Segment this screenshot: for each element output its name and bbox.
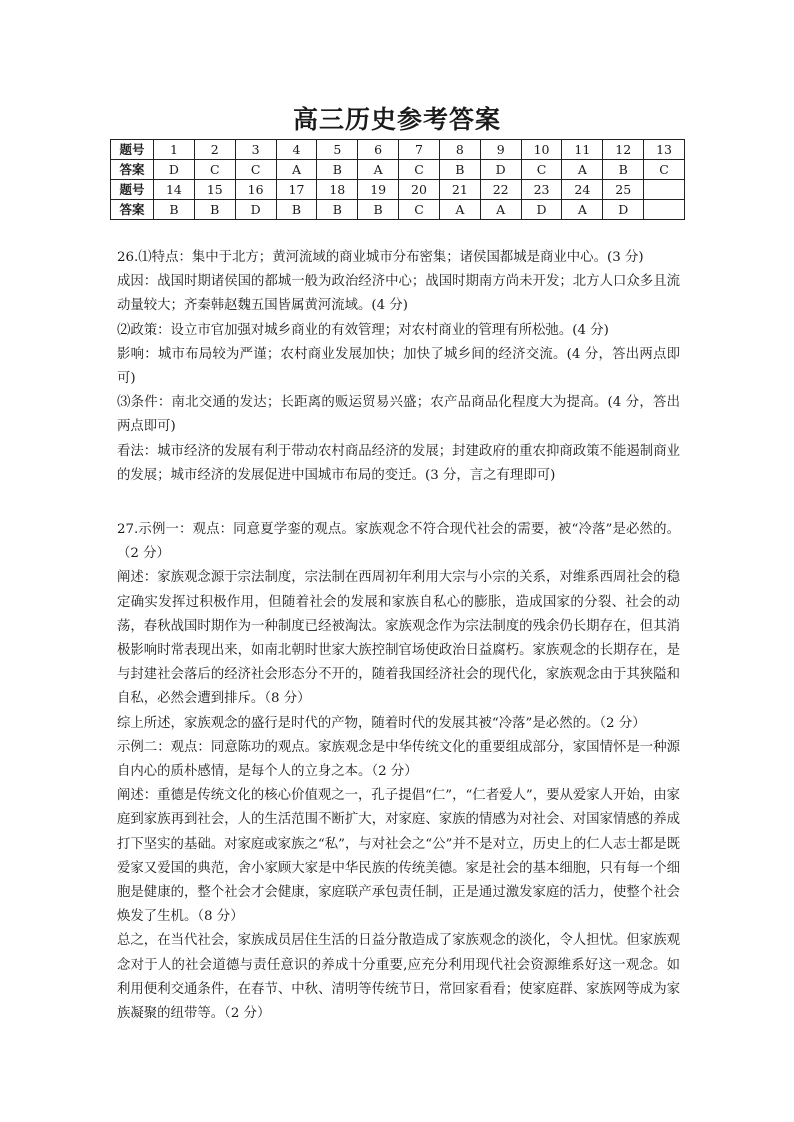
table-row-number-1 xyxy=(111,140,685,160)
row-label-number: 题号 xyxy=(111,140,154,160)
question-number: 19 xyxy=(358,180,399,200)
question-number: 12 xyxy=(603,140,644,160)
q27-example1-summary: 综上所述，家族观念的盛行是时代的产物，随着时代的发展其被“冷落”是必然的。（2 分） xyxy=(117,715,646,731)
answer-cell: D xyxy=(521,200,562,220)
question-number: 10 xyxy=(521,140,562,160)
answer-cell: C xyxy=(399,200,440,220)
answer-cell: C xyxy=(399,160,440,180)
q26-causes: 成因：战国时期诸侯国的都城一般为政治经济中心；战国时期南方尚未开发；北方人口众多且流动量较大；齐秦韩赵魏五国皆属黄河流域。(4 分) xyxy=(117,274,680,314)
q27-example2-view: 示例二：观点：同意陈功的观点。家族观念是中华传统文化的重要组成部分，家国情怀是一种源自内心的质朴感情，是每个人的立身之本。（2 分） xyxy=(117,739,680,780)
question-number: 24 xyxy=(562,180,603,200)
question-number: 14 xyxy=(154,180,195,200)
question-number: 13 xyxy=(644,140,685,160)
question-number: 11 xyxy=(562,140,603,160)
question-number: 3 xyxy=(235,140,276,160)
empty-cell xyxy=(644,200,685,220)
question-number: 2 xyxy=(194,140,235,160)
question-number: 7 xyxy=(399,140,440,160)
answer-cell: D xyxy=(154,160,195,180)
answer-cell: C xyxy=(194,160,235,180)
answer-cell: A xyxy=(562,200,603,220)
row-label-answer: 答案 xyxy=(111,200,154,220)
q26-policy: ⑵政策：设立市官加强对城乡商业的有效管理；对农村商业的管理有所松弛。(4 分) xyxy=(117,322,609,338)
question-number: 17 xyxy=(276,180,317,200)
answer-cell: B xyxy=(276,200,317,220)
row-label-answer: 答案 xyxy=(111,160,154,180)
answer-cell: A xyxy=(480,200,521,220)
question-number: 6 xyxy=(358,140,399,160)
answer-cell: D xyxy=(480,160,521,180)
answer-cell: A xyxy=(276,160,317,180)
q26-view: 看法：城市经济的发展有利于带动农村商品经济的发展；封建政府的重农抑商政策不能遏制商业的发展；城市经济的发展促进中国城市布局的变迁。(3 分，言之有理即可) xyxy=(117,443,680,483)
q27-example2-summary: 总之，在当代社会，家族成员居住生活的日益分散造成了家族观念的淡化，令人担忧。但家族观念对于人的社会道德与责任意识的养成十分重要,应充分利用现代社会资源维系好这一观念。如利用便利交通条件，在春节、中秋、清明等传统节日，常回家看看；使家庭群、家族网等成为家族凝聚的纽带等。（2 分） xyxy=(117,933,680,1022)
answer-cell: A xyxy=(562,160,603,180)
answer-cell: B xyxy=(358,200,399,220)
answer-cell: B xyxy=(439,160,480,180)
table-row-answer-2 xyxy=(111,200,685,220)
answer-cell: B xyxy=(194,200,235,220)
q27-example1-elaboration: 阐述：家族观念源于宗法制度，宗法制在西周初年利用大宗与小宗的关系，对维系西周社会的稳定确实发挥过积极作用，但随着社会的发展和家族自私心的膨胀，造成国家的分裂、社会的动荡，春秋战国时期作为一种制度已经被淘汰。家族观念作为宗法制度的残余仍长期存在，但其消极影响时常表现出来，如南北朝时世家大族控制官场使政治日益腐朽。家族观念的长期存在，是与封建社会落后的经济社会形态分不开的，随着我国经济社会的现代化，家族观念由于其狭隘和自私，必然会遭到排斥。（8 分） xyxy=(117,570,680,707)
question-number: 15 xyxy=(194,180,235,200)
answer-cell: D xyxy=(235,200,276,220)
answer-cell: B xyxy=(317,160,358,180)
q26-impact: 影响：城市布局较为严谨；农村商业发展加快；加快了城乡间的经济交流。(4 分，答出两点即可) xyxy=(117,346,680,387)
question-number: 5 xyxy=(317,140,358,160)
answer-cell: B xyxy=(317,200,358,220)
answer-cell: D xyxy=(603,200,644,220)
question-number: 4 xyxy=(276,140,317,160)
question-number: 20 xyxy=(399,180,440,200)
question-number: 9 xyxy=(480,140,521,160)
table-row-answer-1 xyxy=(111,160,685,180)
question-number: 25 xyxy=(603,180,644,200)
question-27-section xyxy=(117,518,680,1026)
question-number: 23 xyxy=(521,180,562,200)
q27-example2-elaboration: 阐述：重德是传统文化的核心价值观之一，孔子提倡“仁”，“仁者爱人”，要从爱家人开始，由家庭到家族再到社会，人的生活范围不断扩大，对家庭、家族的情感为对社会、对国家情感的养成打下坚实的基础。对家庭或家族之“私”，与对社会之“公”并不是对立，历史上的仁人志士都是既爱家又爱国的典范，舍小家顾大家是中华民族的传统美德。家是社会的基本细胞，只有每一个细胞是健康的，整个社会才会健康，家庭联产承包责任制，正是通过激发家庭的活力，使整个社会焕发了生机。（8 分） xyxy=(117,788,681,925)
answer-cell: A xyxy=(358,160,399,180)
answer-cell: C xyxy=(235,160,276,180)
question-number: 8 xyxy=(439,140,480,160)
table-row-number-2 xyxy=(111,180,685,200)
question-number: 16 xyxy=(235,180,276,200)
answer-cell: B xyxy=(603,160,644,180)
answer-cell: C xyxy=(521,160,562,180)
question-26-section xyxy=(117,246,680,488)
answer-cell: B xyxy=(154,200,195,220)
answer-cell: A xyxy=(439,200,480,220)
answer-table xyxy=(110,139,685,220)
empty-cell xyxy=(644,180,685,200)
question-number: 18 xyxy=(317,180,358,200)
answer-body xyxy=(117,246,680,1026)
q26-features: 26.⑴特点：集中于北方；黄河流域的商业城市分布密集；诸侯国都城是商业中心。(3 分) xyxy=(117,250,644,265)
question-number: 22 xyxy=(480,180,521,200)
question-number: 1 xyxy=(154,140,195,160)
page-title: 高三历史参考答案 xyxy=(292,105,501,134)
answer-cell: C xyxy=(644,160,685,180)
section-gap xyxy=(117,488,680,518)
q26-conditions: ⑶条件：南北交通的发达；长距离的贩运贸易兴盛；农产品商品化程度大为提高。(4 分，答出两点即可) xyxy=(117,395,680,435)
question-number: 21 xyxy=(439,180,480,200)
q27-example1-view: 27.示例一：观点：同意夏学銮的观点。家族观念不符合现代社会的需要，被“冷落”是必然的。（2 分） xyxy=(117,522,680,562)
row-label-number: 题号 xyxy=(111,180,154,200)
